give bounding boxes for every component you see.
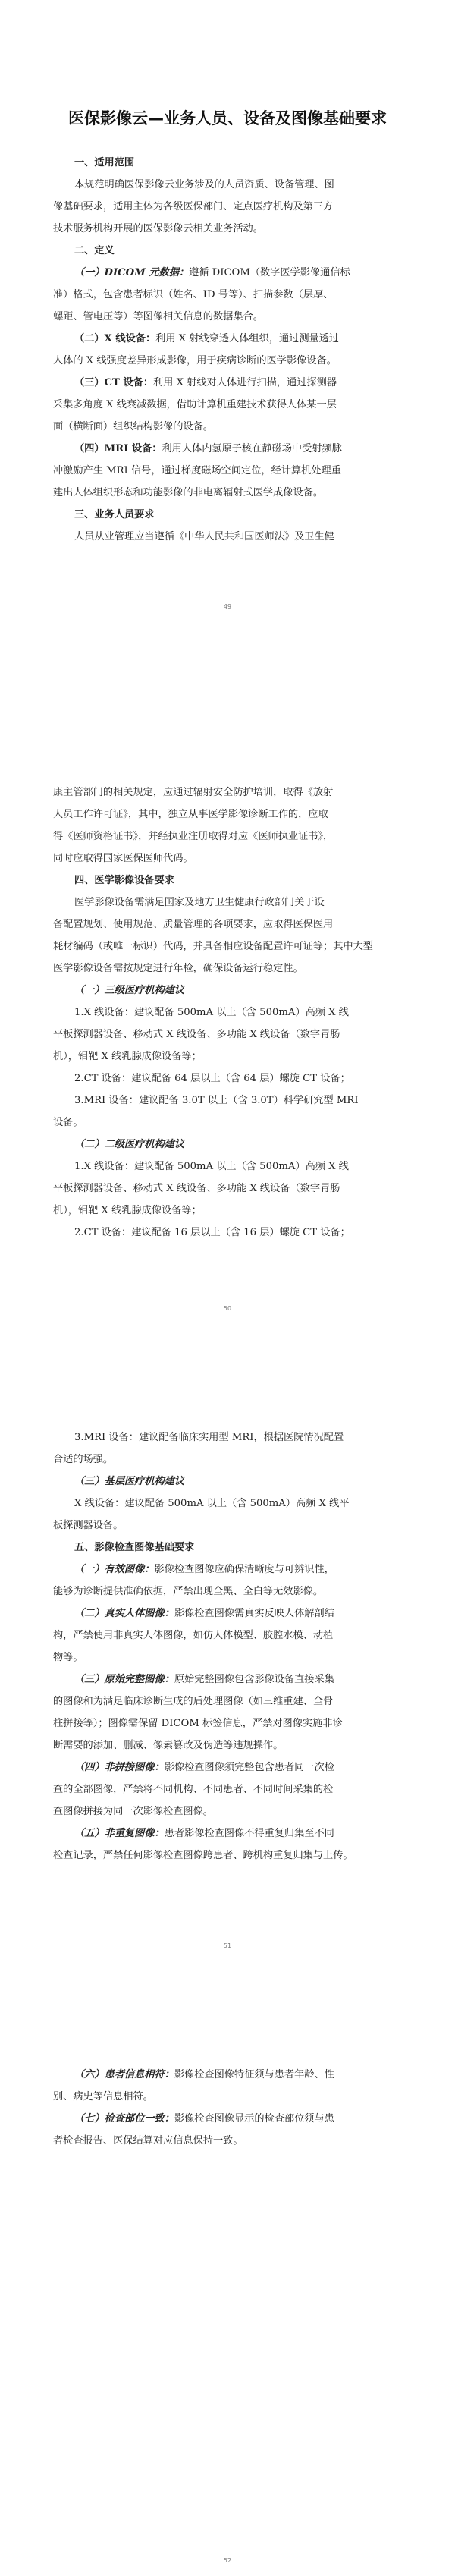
page-number: 52 [223,2557,232,2564]
paragraph-line: 机），钼靶 X 线乳腺成像设备等； [53,1051,202,1062]
paragraph-line: 建出人体组织形态和功能影像的非电离辐射式医学成像设备。 [53,487,324,499]
requirement-text: 影像检查图像显示的检查部位须与患 [174,2113,334,2125]
paragraph-line [53,1603,431,1625]
requirement-text: 影像检查图像须完整包含患者同一次检 [164,1762,334,1773]
definition-term: （一）DICOM 元数据： [74,267,190,278]
page-2 [0,782,455,1244]
page-1 [0,152,455,548]
requirement-term: （四）非拼接图像： [74,1762,165,1773]
paragraph-line: 本规范明确医保影像云业务涉及的人员资质、设备管理、图 [74,179,334,190]
paragraph-line [53,328,431,350]
paragraph-line: 断需要的添加、删减、像素篡改及伪造等违规操作。 [53,1740,284,1751]
paragraph-line: 人员从业管理应当遵循《中华人民共和国医师法》及卫生健 [74,531,334,543]
section-heading: 二、定义 [74,245,115,256]
requirement-text: 影像检查图像应确保清晰度与可辨识性， [154,1564,334,1575]
subsection-heading: （三）基层医疗机构建议 [74,1476,185,1487]
definition-text: 遵循 DICOM（数字医学影像通信标 [189,267,350,278]
paragraph-line: 人员工作许可证》，其中，独立从事医学影像诊断工作的，应取 [53,809,328,820]
paragraph-line [53,438,431,460]
paragraph-line: 冲激励产生 MRI 信号，通过梯度磁场空间定位，经计算机处理重 [53,465,341,477]
requirement-text: 患者影像检查图像不得重复归集至不同 [164,1828,334,1839]
paragraph-line: 2.CT 设备：建议配备 16 层以上（含 16 层）螺旋 CT 设备； [74,1227,350,1238]
page-3 [0,1426,455,1867]
page-number: 51 [223,1942,232,1949]
section-heading: 四、医学影像设备要求 [74,875,174,886]
definition-text: 利用 X 射线对人体进行扫描，通过探测器 [153,377,337,388]
definition-text: 利用人体内氢原子核在静磁场中受射频脉 [162,443,342,454]
paragraph-line: 构，严禁使用非真实人体图像，如仿人体模型、胶腔水模、动植 [53,1630,334,1641]
paragraph-line: 1.X 线设备：建议配备 500mA 以上（含 500mA）高频 X 线 [74,1007,349,1018]
paragraph-line: 设备。 [53,1117,83,1128]
paragraph-line [53,1558,431,1581]
paragraph-line: 得《医师资格证书》，并经执业注册取得对应《医师执业证书》， [53,831,334,842]
paragraph-line: 2.CT 设备：建议配备 64 层以上（含 64 层）螺旋 CT 设备； [74,1073,350,1084]
subsection-heading: （二）二级医疗机构建议 [74,1139,185,1150]
paragraph-line: 3.MRI 设备：建议配备 3.0T 以上（含 3.0T）科学研究型 MRI [74,1095,359,1106]
paragraph-line [53,1823,431,1845]
definition-term: （四）MRI 设备： [74,443,162,454]
paragraph-line: 查图像拼接为同一次影像检查图像。 [53,1806,213,1817]
paragraph-line: 人体的 X 线强度差异形成影像，用于疾病诊断的医学影像设备。 [53,355,337,366]
page-number: 49 [223,603,232,610]
paragraph-line: X 线设备：建议配备 500mA 以上（含 500mA）高频 X 线平 [74,1498,350,1509]
paragraph-line: 板探测器设备。 [53,1520,124,1531]
subsection-heading: （一）三级医疗机构建议 [74,985,185,996]
paragraph-line: 像基础要求，适用主体为各级医保部门、定点医疗机构及第三方 [53,201,334,212]
requirement-term: （七）检查部位一致： [74,2113,174,2125]
paragraph-line: 面（横断面）组织结构影像的设备。 [53,421,213,432]
document-title: 医保影像云—业务人员、设备及图像基础要求 [68,109,387,127]
paragraph-line: 平板探测器设备、移动式 X 线设备、多功能 X 线设备（数字胃肠 [53,1183,340,1194]
paragraph-line: 平板探测器设备、移动式 X 线设备、多功能 X 线设备（数字胃肠 [53,1029,340,1040]
definition-text: 利用 X 射线穿透人体组织，通过测量透过 [155,333,340,344]
paragraph-line: 别、病史等信息相符。 [53,2091,153,2103]
paragraph-line: 螺距、管电压等）等图像相关信息的数据集合。 [53,311,263,322]
requirement-term: （二）真实人体图像： [74,1608,174,1619]
paragraph-line [53,2064,431,2086]
requirement-term: （六）患者信息相符： [74,2069,174,2081]
paragraph-line: 机），钼靶 X 线乳腺成像设备等； [53,1205,202,1216]
paragraph-line: 3.MRI 设备：建议配备临床实用型 MRI，根据医院情况配置 [74,1432,344,1443]
paragraph-line [53,372,431,394]
paragraph-line: 技术服务机构开展的医保影像云相关业务活动。 [53,223,263,234]
paragraph-line: 柱拼接等）；图像需保留 DICOM 标签信息，严禁对图像实施非诊 [53,1718,343,1729]
requirement-term: （五）非重复图像： [74,1828,165,1839]
paragraph-line: 备配置规划、使用规范、质量管理的各项要求，应取得医保医用 [53,919,334,930]
paragraph-line [53,1669,431,1691]
paragraph-line: 医学影像设备需按规定进行年检，确保设备运行稳定性。 [53,963,303,974]
definition-term: （三）CT 设备： [74,377,154,388]
paragraph-line: 合适的场强。 [53,1454,114,1465]
paragraph-line: 医学影像设备需满足国家及地方卫生健康行政部门关于设 [74,897,325,908]
requirement-text: 原始完整图像包含影像设备直接采集 [174,1674,334,1685]
paragraph-line: 检查记录，严禁任何影像检查图像跨患者、跨机构重复归集与上传。 [53,1850,353,1861]
paragraph-line: 者检查报告、医保结算对应信息保持一致。 [53,2135,243,2147]
paragraph-line [53,262,431,284]
paragraph-line: 同时应取得国家医保医师代码。 [53,853,193,864]
paragraph-line: 物等。 [53,1652,83,1663]
page-number: 50 [223,1305,232,1312]
section-heading: 三、业务人员要求 [74,509,155,521]
requirement-term: （一）有效图像： [74,1564,155,1575]
page-4 [0,2064,455,2152]
requirement-term: （三）原始完整图像： [74,1674,174,1685]
requirement-text: 影像检查图像需真实反映人体解剖结 [174,1608,334,1619]
requirement-text: 影像检查图像特征须与患者年龄、性 [174,2069,334,2081]
paragraph-line: 康主管部门的相关规定，应通过辐射安全防护培训，取得《放射 [53,787,334,798]
paragraph-line: 耗材编码（或唯一标识）代码，并具备相应设备配置许可证等；其中大型 [53,941,373,952]
paragraph-line [53,2108,431,2130]
paragraph-line: 的图像和为满足临床诊断生成的后处理图像（如三维重建、全骨 [53,1696,334,1707]
paragraph-line: 能够为诊断提供准确依据，严禁出现全黑、全白等无效影像。 [53,1586,324,1597]
paragraph-line: 1.X 线设备：建议配备 500mA 以上（含 500mA）高频 X 线 [74,1161,349,1172]
section-heading: 一、适用范围 [74,157,135,168]
paragraph-line: 采集多角度 X 线衰减数据，借助计算机重建技术获得人体某一层 [53,399,337,410]
paragraph-line: 准）格式，包含患者标识（姓名、ID 号等）、扫描参数（层厚、 [53,289,334,300]
paragraph-line [53,1757,431,1779]
definition-term: （二）X 线设备： [74,333,156,344]
section-heading: 五、影像检查图像基础要求 [74,1542,195,1553]
paragraph-line: 查的全部图像，严禁将不同机构、不同患者、不同时间采集的检 [53,1784,334,1795]
